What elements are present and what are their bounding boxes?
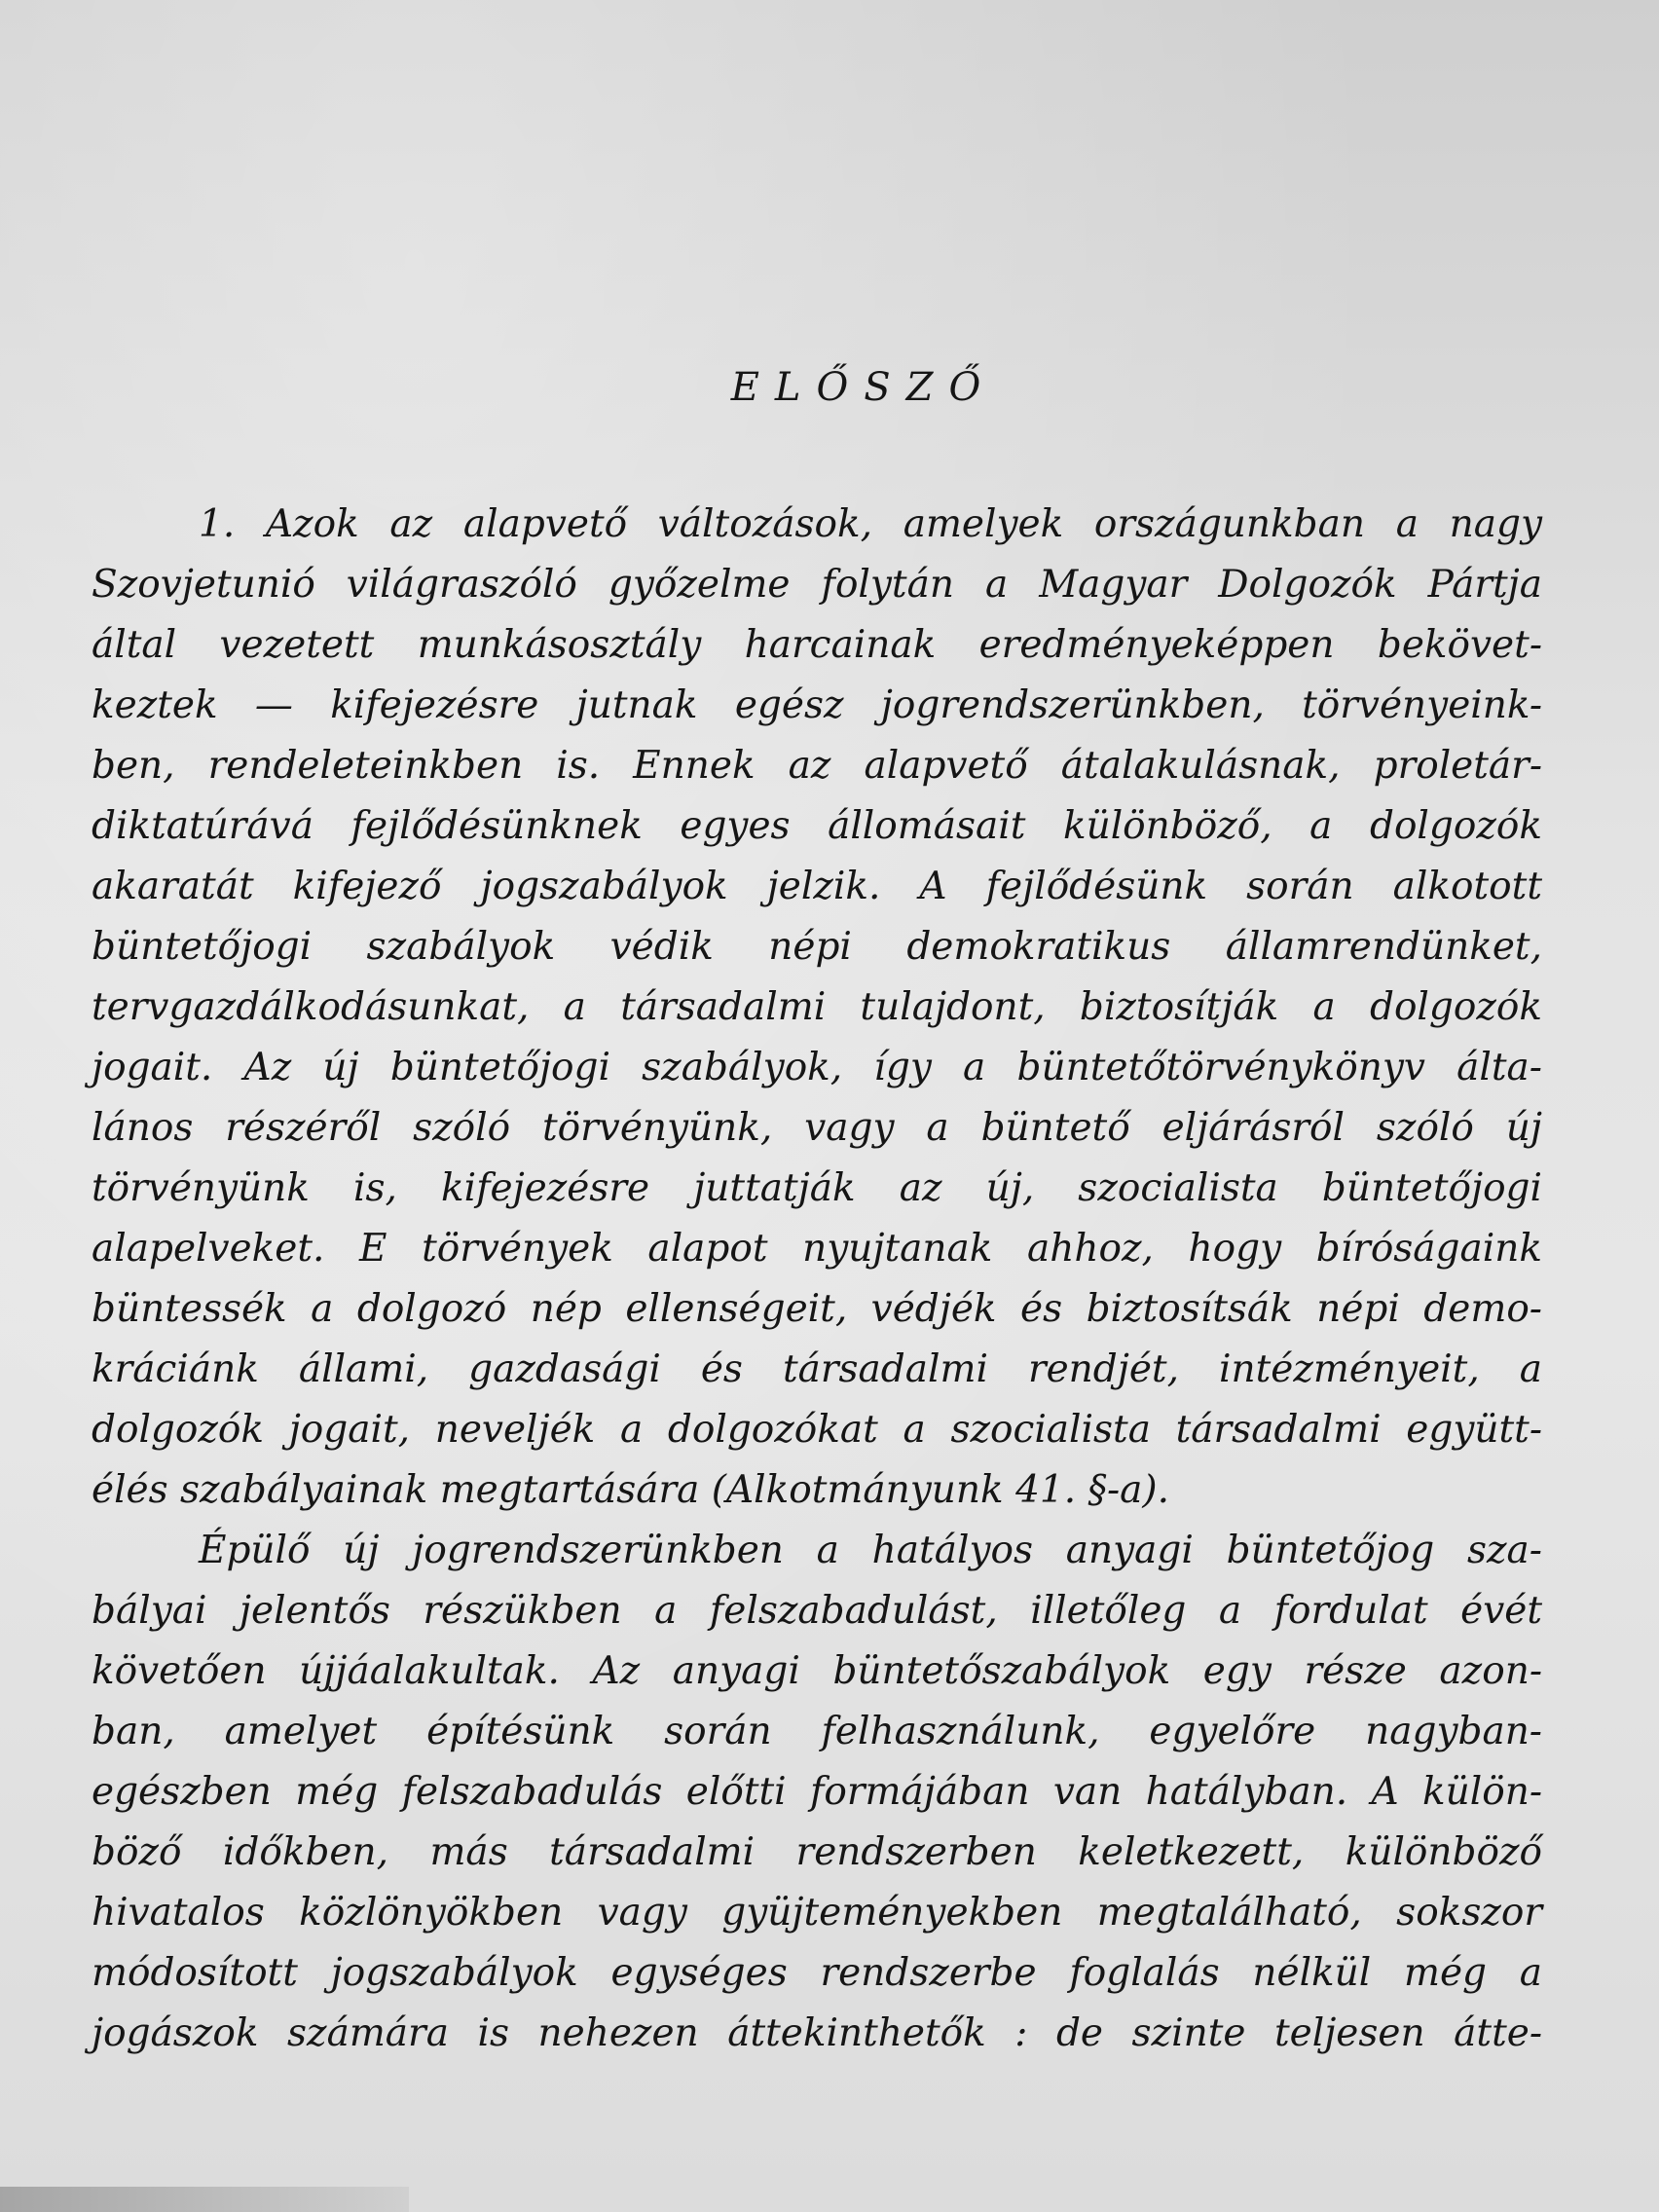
text-line: jogászok számára is nehezen áttekinthetők : de szinte teljesen átte- [92, 2011, 1542, 2055]
paragraph-1 [92, 495, 1542, 1521]
text-line: Épülő új jogrendszerünkben a hatályos anyagi büntetőjog sza- [199, 1529, 1542, 1572]
text-line: ben, rendeleteinkben is. Ennek az alapvető átalakulásnak, proletár- [92, 744, 1542, 788]
text-line: akaratát kifejező jogszabályok jelzik. A fejlődésünk során alkotott [92, 865, 1542, 908]
text-line: keztek — kifejezésre jutnak egész jogrendszerünkben, törvényeink- [92, 683, 1542, 727]
text-line: követően újjáalakultak. Az anyagi büntetőszabályok egy része azon- [92, 1649, 1542, 1693]
text-line: alapelveket. E törvények alapot nyujtanak ahhoz, hogy bíróságaink [92, 1227, 1542, 1271]
text-line: lános részéről szóló törvényünk, vagy a büntető eljárásról szóló új [92, 1106, 1542, 1150]
text-line: büntessék a dolgozó nép ellenségeit, védjék és biztosítsák népi demo- [92, 1287, 1542, 1331]
text-line: módosított jogszabályok egységes rendszerbe foglalás nélkül még a [92, 1951, 1542, 1995]
text-line: tervgazdálkodásunkat, a társadalmi tulajdont, biztosítják a dolgozók [92, 985, 1542, 1029]
text-line: által vezetett munkásosztály harcainak eredményeképpen bekövet- [92, 623, 1542, 667]
text-line: ban, amelyet építésünk során felhasználunk, egyelőre nagyban- [92, 1710, 1542, 1753]
paragraph-2 [92, 1521, 1542, 2064]
text-line: dolgozók jogait, neveljék a dolgozókat a szocialista társadalmi együtt- [92, 1408, 1542, 1452]
text-line: diktatúrává fejlődésünknek egyes állomásait különböző, a dolgozók [92, 804, 1542, 848]
text-line: jogait. Az új büntetőjogi szabályok, így a büntetőtörvénykönyv álta- [92, 1046, 1542, 1089]
document-body [92, 495, 1542, 2064]
text-line: 1. Azok az alapvető változások, amelyek országunkban a nagy [199, 502, 1542, 546]
page-title: ELŐSZŐ [730, 365, 997, 410]
text-line: Szovjetunió világraszóló győzelme folytán a Magyar Dolgozók Pártja [92, 563, 1542, 607]
text-line: büntetőjogi szabályok védik népi demokratikus államrendünket, [92, 925, 1542, 969]
text-line: egészben még felszabadulás előtti formájában van hatályban. A külön- [92, 1770, 1542, 1814]
text-line: böző időkben, más társadalmi rendszerben keletkezett, különböző [92, 1830, 1542, 1874]
text-line: kráciánk állami, gazdasági és társadalmi rendjét, intézményeit, a [92, 1347, 1542, 1391]
text-line: hivatalos közlönyökben vagy gyüjteményekben megtalálható, sokszor [92, 1891, 1542, 1935]
text-line: bályai jelentős részükben a felszabadulást, illetőleg a fordulat évét [92, 1589, 1542, 1633]
text-line: élés szabályainak megtartására (Alkotmányunk 41. §-a). [92, 1468, 1170, 1512]
scan-edge-artifact [0, 2187, 409, 2212]
text-line: törvényünk is, kifejezésre juttatják az új, szocialista büntetőjogi [92, 1166, 1542, 1210]
